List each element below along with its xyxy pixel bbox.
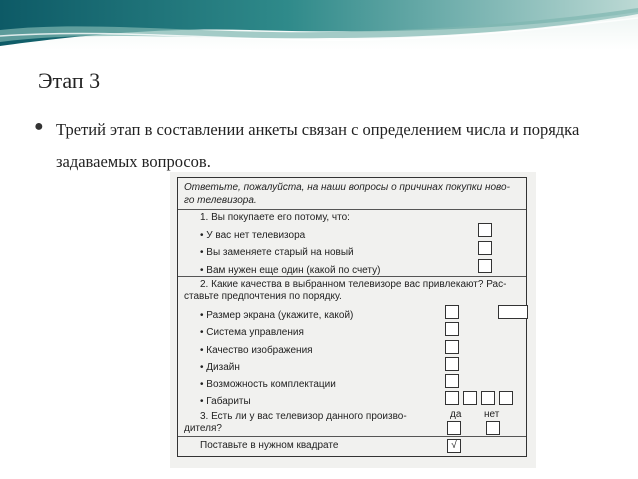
check-mark-example: √	[447, 439, 461, 453]
q2-option-1: • Размер экрана (укажите, какой)	[200, 310, 354, 321]
decorative-wave-banner	[0, 0, 638, 50]
q2-checkbox-4[interactable]	[445, 357, 459, 371]
q2-extra-checkbox-2[interactable]	[481, 391, 495, 405]
divider	[178, 276, 526, 277]
question-2-text-line-2: ставьте предпочтения по порядку.	[184, 291, 342, 302]
q2-checkbox-2[interactable]	[445, 322, 459, 336]
q3-no-label: нет	[484, 409, 500, 420]
q1-checkbox-1[interactable]	[478, 223, 492, 237]
q1-checkbox-3[interactable]	[478, 259, 492, 273]
q3-yes-label: да	[450, 409, 462, 420]
q2-option-5: • Возможность комплектации	[200, 379, 336, 390]
screen-size-input[interactable]	[498, 305, 528, 319]
q3-yes-checkbox[interactable]	[447, 421, 461, 435]
bullet-text: Третий этап в составлении анкеты связан с определением числа и порядка задаваемых вопросов.	[56, 120, 580, 171]
q2-checkbox-6[interactable]	[445, 391, 459, 405]
questionnaire-form	[177, 177, 527, 457]
q1-option-2: • Вы заменяете старый на новый	[200, 247, 354, 258]
q1-checkbox-2[interactable]	[478, 241, 492, 255]
form-header-line-2: го телевизора.	[184, 195, 257, 206]
question-2-text-line-1: 2. Какие качества в выбранном телевизоре вас привлекают? Рас-	[200, 279, 507, 290]
q3-no-checkbox[interactable]	[486, 421, 500, 435]
q2-option-6: • Габариты	[200, 396, 251, 407]
q2-checkbox-1[interactable]	[445, 305, 459, 319]
q1-option-3: • Вам нужен еще один (какой по счету)	[200, 265, 381, 276]
q2-extra-checkbox-3[interactable]	[499, 391, 513, 405]
form-header-line-1: Ответьте, пожалуйста, на наши вопросы о причинах покупки ново-	[184, 182, 510, 193]
instruction-text: Поставьте в нужном квадрате	[200, 440, 339, 451]
question-1-text: 1. Вы покупаете его потому, что:	[200, 212, 350, 223]
divider	[178, 436, 526, 437]
slide-title: Этап 3	[38, 68, 101, 93]
q2-extra-checkbox-1[interactable]	[463, 391, 477, 405]
q2-option-3: • Качество изображения	[200, 345, 313, 356]
q1-option-1: • У вас нет телевизора	[200, 230, 306, 241]
q2-option-2: • Система управления	[200, 327, 304, 338]
q2-checkbox-3[interactable]	[445, 340, 459, 354]
question-3-text-line-2: дителя?	[184, 423, 222, 434]
question-3-text-line-1: 3. Есть ли у вас телевизор данного произво-	[200, 411, 407, 422]
bullet-dot-icon: ●	[34, 118, 44, 135]
divider	[178, 209, 526, 210]
q2-option-4: • Дизайн	[200, 362, 240, 373]
q2-checkbox-5[interactable]	[445, 374, 459, 388]
